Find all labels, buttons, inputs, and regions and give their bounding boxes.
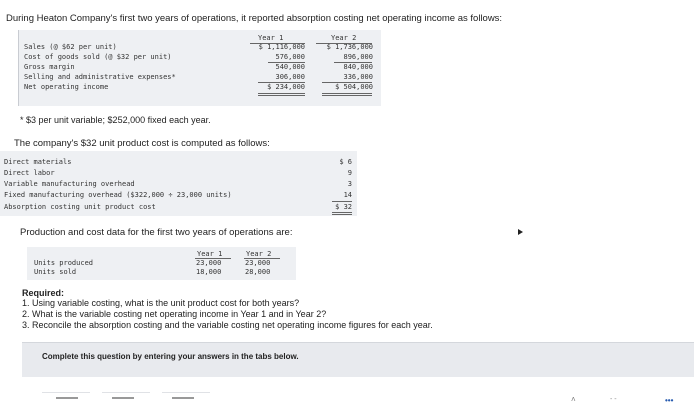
tab-required-3[interactable] xyxy=(162,392,210,413)
tab-required-2[interactable] xyxy=(102,392,150,413)
footnote: * $3 per unit variable; $252,000 fixed each year. xyxy=(20,115,211,125)
production-row-y2: 23,000 xyxy=(245,259,271,267)
income-row-y2: 840,000 xyxy=(343,63,373,71)
required-item-2: 2. What is the variable costing net operating income in Year 1 and in Year 2? xyxy=(22,309,327,319)
required-item-3: 3. Reconcile the absorption costing and the variable costing net operating income figures for each year. xyxy=(22,320,433,330)
more-dots-icon[interactable]: ••• xyxy=(665,396,674,405)
unit-cost-row-label: Fixed manufacturing overhead ($322,000 ÷ 23,000 units) xyxy=(4,191,232,199)
unit-cost-row-label: Direct materials xyxy=(4,158,72,166)
intro-text: During Heaton Company's first two years of operations, it reported absorption costing net operating income as follows: xyxy=(6,13,503,24)
income-row-label: Selling and administrative expenses* xyxy=(24,73,176,81)
income-row-label: Net operating income xyxy=(24,83,109,91)
unit-cost-row-value: $ 6 xyxy=(339,158,352,166)
income-row-y2: $ 1,736,000 xyxy=(326,43,373,51)
production-intro: Production and cost data for the first two years of operations are: xyxy=(20,227,293,238)
income-row-y1: 306,000 xyxy=(275,73,305,81)
income-row-label: Gross margin xyxy=(24,63,75,71)
unit-cost-row-value: 3 xyxy=(347,180,352,188)
production-year1-header: Year 1 xyxy=(197,250,223,258)
production-row-y2: 28,000 xyxy=(245,268,271,276)
tab-marker-a[interactable]: - - xyxy=(610,396,617,403)
income-row-label: Cost of goods sold (@ $32 per unit) xyxy=(24,53,172,61)
unit-cost-row-label: Direct labor xyxy=(4,169,55,177)
income-row-y1: 576,000 xyxy=(275,53,305,61)
production-row-y1: 23,000 xyxy=(196,259,222,267)
production-row-label: Units produced xyxy=(34,259,94,267)
income-year2-header: Year 2 xyxy=(331,34,357,42)
tab-required-1[interactable] xyxy=(42,392,90,413)
income-row-y2: 336,000 xyxy=(343,73,373,81)
unit-cost-intro: The company's $32 unit product cost is computed as follows: xyxy=(14,138,270,149)
required-heading: Required: xyxy=(22,288,65,298)
instruction-text: Complete this question by entering your answers in the tabs below. xyxy=(42,352,299,361)
income-row-y1: 540,000 xyxy=(275,63,305,71)
chevron-up-icon[interactable]: ˄ xyxy=(571,395,576,404)
unit-cost-row-value: 9 xyxy=(347,169,352,177)
income-row-y2: 896,000 xyxy=(343,53,373,61)
production-row-label: Units sold xyxy=(34,268,77,276)
income-year1-header: Year 1 xyxy=(258,34,284,42)
cursor-pointer-icon xyxy=(518,229,523,235)
income-row-y2: $ 504,000 xyxy=(335,83,373,91)
production-row-y1: 18,000 xyxy=(196,268,222,276)
income-row-label: Sales (@ $62 per unit) xyxy=(24,43,117,51)
income-row-y1: $ 234,000 xyxy=(267,83,305,91)
unit-cost-row-label: Absorption costing unit product cost xyxy=(4,203,156,211)
income-row-y1: $ 1,116,000 xyxy=(258,43,305,51)
unit-cost-row-value: 14 xyxy=(343,191,352,199)
unit-cost-row-label: Variable manufacturing overhead xyxy=(4,180,135,188)
required-item-1: 1. Using variable costing, what is the unit product cost for both years? xyxy=(22,298,300,308)
unit-cost-row-value: $ 32 xyxy=(335,203,352,211)
production-year2-header: Year 2 xyxy=(246,250,272,258)
